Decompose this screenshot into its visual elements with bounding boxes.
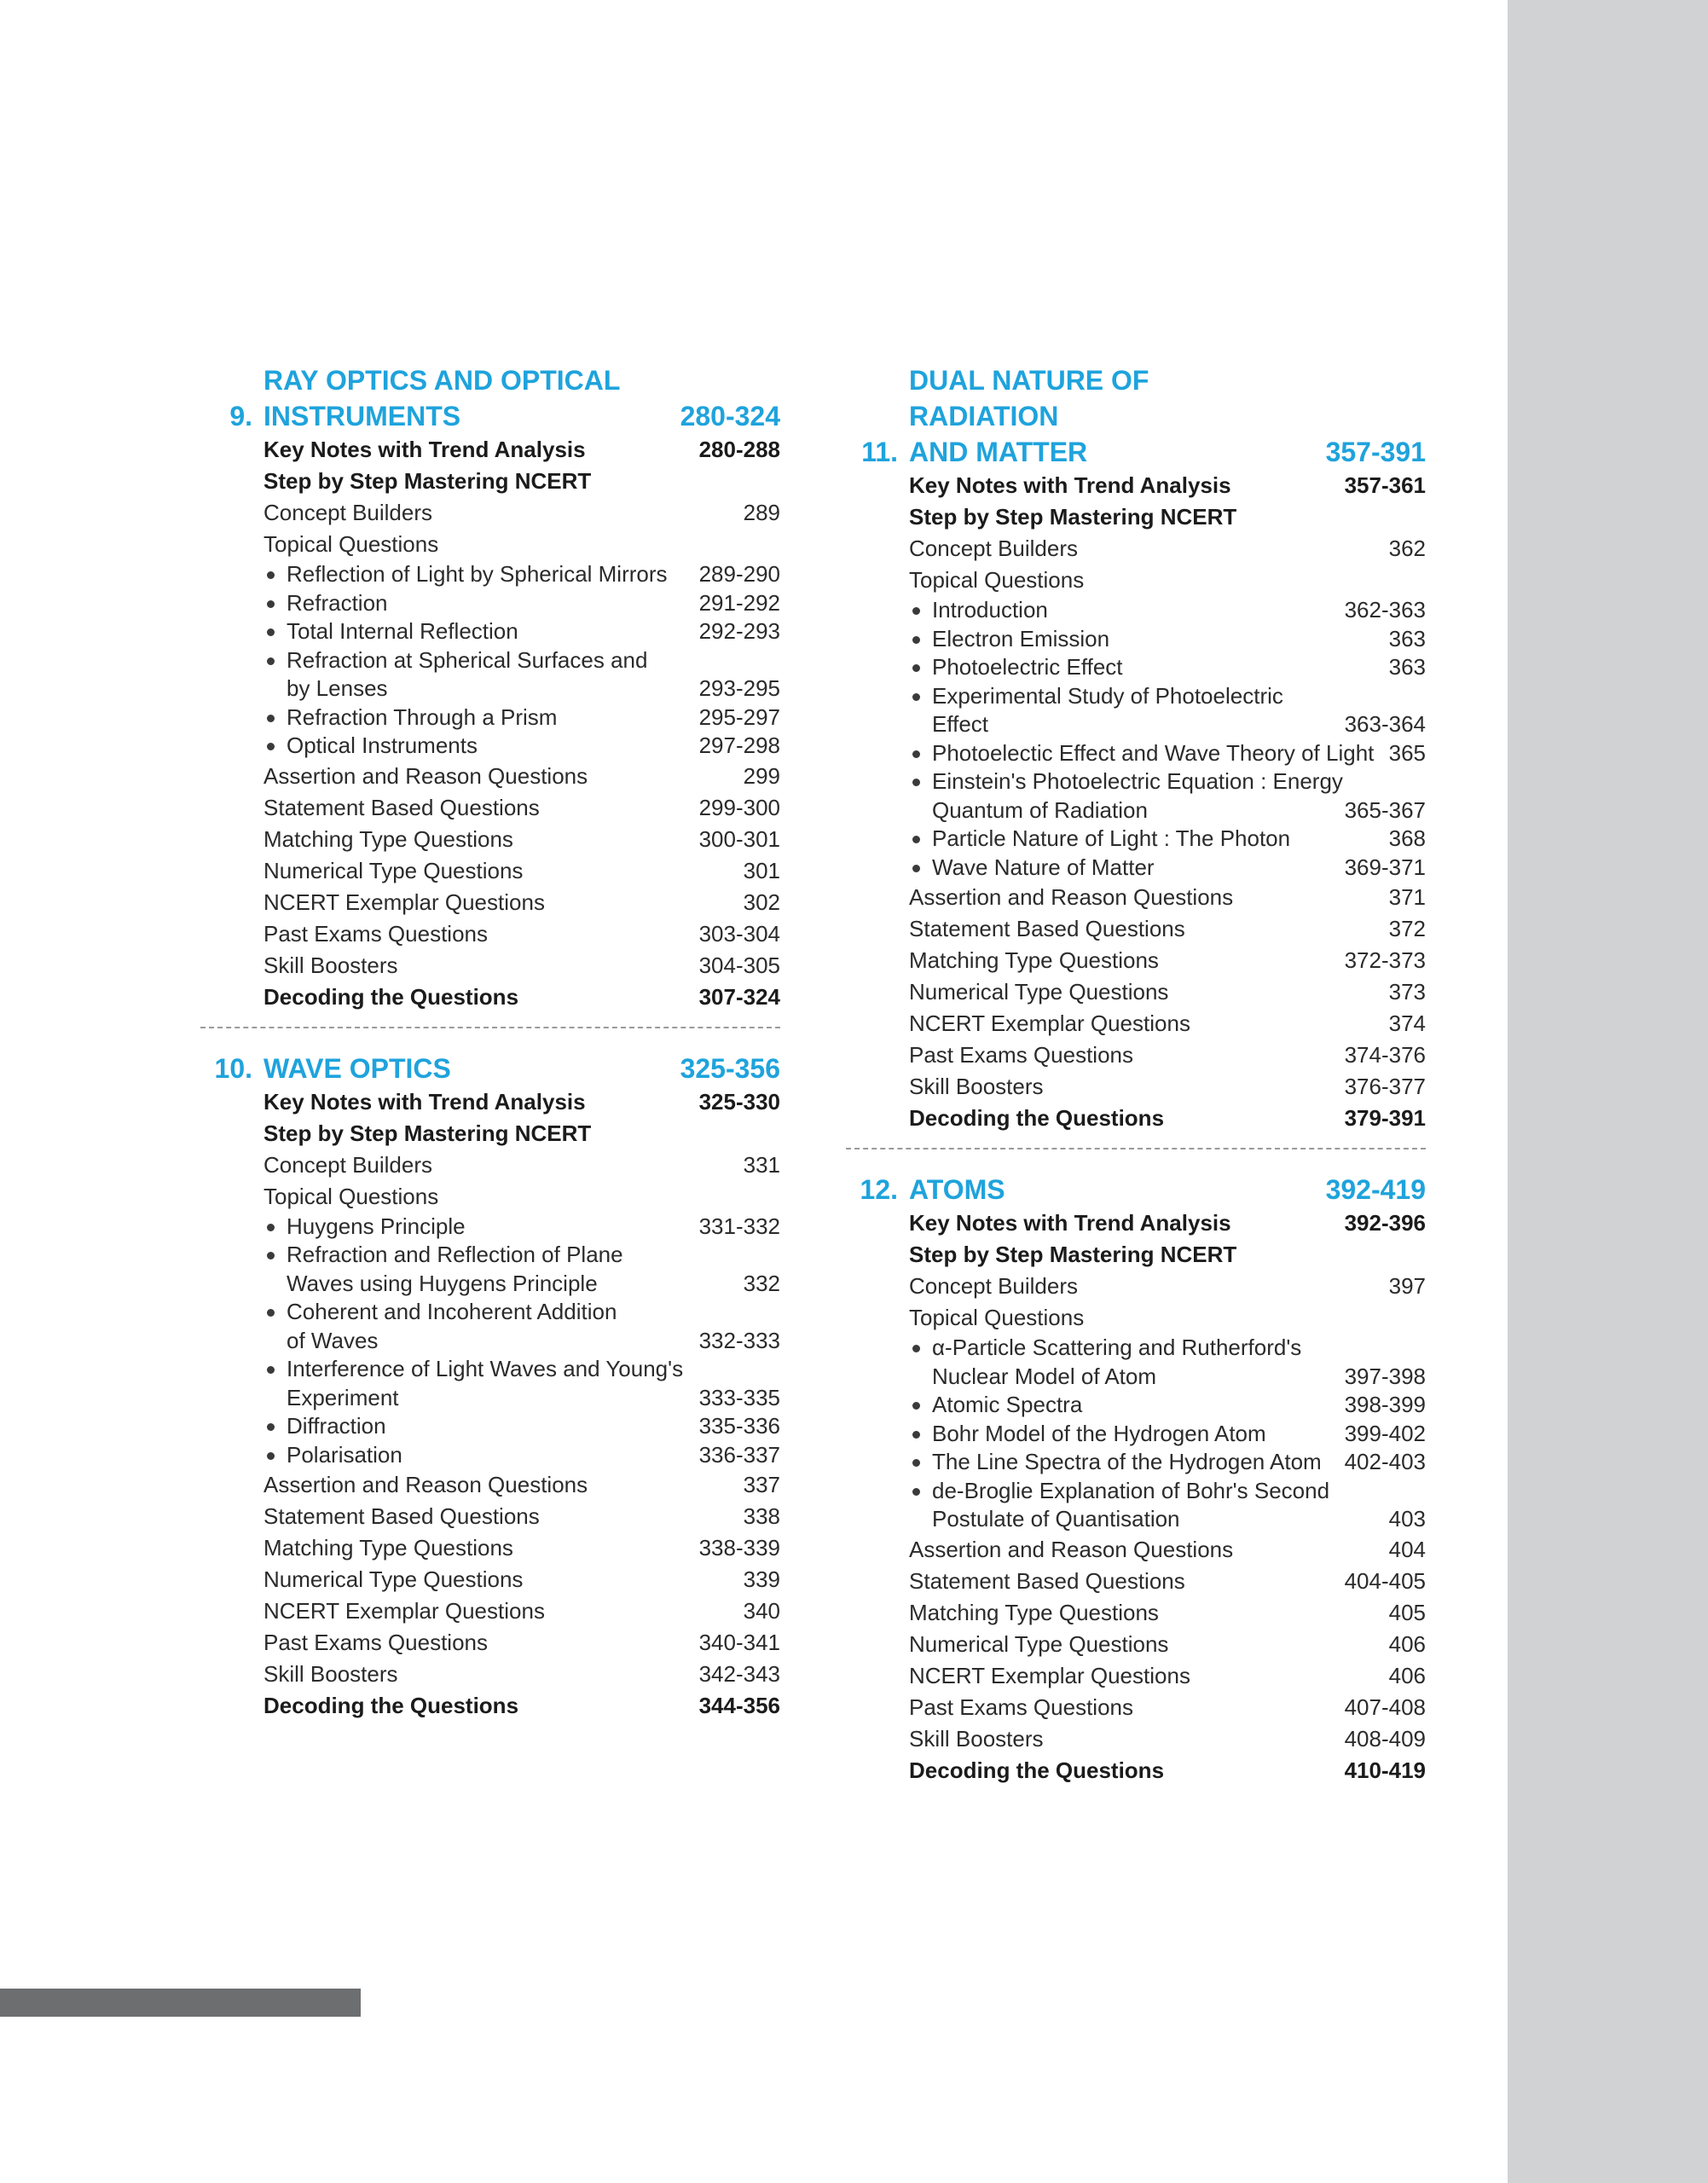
toc-topic-pages: 369-371 — [1344, 854, 1426, 880]
toc-topic-pages: 363 — [1388, 654, 1426, 680]
toc-topic-line: Experimental Study of Photoelectric — [932, 682, 1283, 709]
toc-entry-section[interactable] — [909, 1534, 1426, 1566]
toc-entry-section-pages: 304-305 — [698, 952, 780, 978]
chapter-divider — [846, 1148, 1426, 1149]
toc-entry-key-notes[interactable] — [909, 1207, 1426, 1239]
toc-entry-section[interactable] — [263, 1595, 780, 1627]
toc-topic-label — [263, 646, 699, 704]
toc-topic-pages: 403 — [1388, 1506, 1426, 1532]
toc-topic-item[interactable] — [909, 1420, 1426, 1449]
page-side-band — [1508, 0, 1708, 2183]
toc-entry-section-pages: 404-405 — [1344, 1567, 1426, 1594]
toc-entry-decoding-label: Decoding the Questions — [263, 983, 519, 1010]
toc-entry-key-notes-pages: 280-288 — [698, 437, 780, 462]
toc-topic-line: Interference of Light Waves and Young's — [287, 1356, 684, 1381]
toc-entry-key-notes-label: Key Notes with Trend Analysis — [263, 1088, 586, 1115]
chapter-heading[interactable] — [200, 362, 780, 434]
toc-topic-label — [263, 1241, 744, 1298]
toc-entry-key-notes-label: Key Notes with Trend Analysis — [263, 437, 586, 462]
toc-entry-section-label: Skill Boosters — [263, 1661, 398, 1687]
toc-entry-section[interactable] — [263, 792, 780, 824]
toc-entry-section-pages: 406 — [1388, 1662, 1426, 1688]
toc-topic-line: Huygens Principle — [287, 1213, 466, 1239]
toc-topic-label — [263, 1213, 699, 1242]
toc-topic-item[interactable] — [263, 1412, 780, 1441]
toc-topic-label — [263, 1355, 699, 1412]
toc-topic-line: Electron Emission — [932, 625, 1110, 651]
toc-entry-section-label: Numerical Type Questions — [263, 857, 524, 883]
toc-entry-section[interactable] — [909, 945, 1426, 976]
toc-topic-line: Optical Instruments — [287, 732, 478, 758]
toc-entry-step-by-step[interactable] — [909, 501, 1426, 533]
toc-topic-pages: 399-402 — [1344, 1420, 1426, 1446]
chapter-divider — [200, 1027, 780, 1028]
chapter-title — [909, 1172, 1298, 1207]
toc-entry-section-pages: 299 — [743, 762, 780, 789]
chapter-page-range: 280-324 — [680, 401, 780, 431]
toc-topic-line: Waves using Huygens Principle — [287, 1270, 598, 1296]
toc-entry-concept-builders-pages: 397 — [1388, 1273, 1426, 1299]
toc-topic-line: de-Broglie Explanation of Bohr's Second — [932, 1477, 1330, 1503]
toc-entry-section-label: Numerical Type Questions — [909, 979, 1169, 1005]
toc-entry-topical-questions[interactable] — [909, 565, 1426, 596]
toc-entry-decoding[interactable] — [909, 1755, 1426, 1786]
toc-entry-decoding-pages: 410-419 — [1344, 1757, 1426, 1783]
toc-entry-step-by-step-label: Step by Step Mastering NCERT — [263, 468, 592, 494]
toc-topic-line: by Lenses — [287, 675, 388, 701]
toc-topic-line: Quantum of Radiation — [932, 796, 1148, 823]
toc-entry-section[interactable] — [263, 1659, 780, 1690]
toc-topic-label — [263, 1298, 699, 1355]
toc-entry-concept-builders-label: Concept Builders — [909, 1273, 1078, 1299]
chapter-title — [263, 1051, 652, 1086]
toc-entry-topical-questions[interactable] — [909, 1302, 1426, 1334]
toc-entry-section-pages: 303-304 — [698, 920, 780, 947]
page-footer-bar — [0, 1989, 361, 2017]
toc-entry-decoding-pages: 379-391 — [1344, 1105, 1426, 1131]
toc-entry-section[interactable] — [909, 1629, 1426, 1660]
toc-topic-item[interactable] — [909, 854, 1426, 883]
toc-entry-section-label: Matching Type Questions — [263, 1535, 513, 1561]
chapter-entries — [263, 1086, 780, 1723]
chapter-page-range: 357-391 — [1325, 437, 1426, 467]
toc-entry-section-pages: 342-343 — [698, 1661, 780, 1687]
toc-entry-section-pages: 372 — [1388, 916, 1426, 941]
toc-topic-pages: 402-403 — [1344, 1449, 1426, 1474]
toc-topic-label — [263, 704, 699, 732]
toc-topic-pages: 292-293 — [698, 618, 780, 644]
chapter-title-line: ATOMS — [909, 1174, 1005, 1205]
chapter-number: 9. — [229, 401, 252, 431]
toc-entry-section[interactable] — [909, 1723, 1426, 1755]
toc-entry-section-label: Assertion and Reason Questions — [909, 1536, 1234, 1562]
toc-entry-section-label: NCERT Exemplar Questions — [909, 1662, 1190, 1688]
toc-topic-line: of Waves — [287, 1327, 379, 1353]
chapter-12 — [846, 1172, 1426, 1786]
toc-entry-section[interactable] — [263, 918, 780, 950]
toc-entry-section-label: Matching Type Questions — [909, 1599, 1159, 1625]
toc-entry-concept-builders-pages: 331 — [743, 1151, 780, 1178]
toc-topic-pages: 398-399 — [1344, 1392, 1426, 1417]
toc-topic-item[interactable] — [909, 1334, 1426, 1391]
toc-topic-label — [909, 1391, 1345, 1420]
toc-topic-pages: 363 — [1388, 625, 1426, 651]
toc-entry-section-label: Statement Based Questions — [909, 1567, 1185, 1594]
toc-entry-section-label: Skill Boosters — [263, 952, 398, 978]
toc-entry-key-notes[interactable] — [263, 1086, 780, 1118]
toc-topic-pages: 365 — [1388, 739, 1426, 766]
toc-entry-topical-questions[interactable] — [263, 1181, 780, 1213]
toc-topic-label — [909, 825, 1389, 854]
toc-entry-section[interactable] — [909, 1071, 1426, 1103]
toc-topic-pages: 331-332 — [698, 1213, 780, 1239]
toc-entry-section[interactable] — [909, 1566, 1426, 1597]
toc-entry-section-pages: 299-300 — [698, 794, 780, 820]
toc-topic-item[interactable] — [909, 1477, 1426, 1534]
toc-topic-line: Nuclear Model of Atom — [932, 1363, 1157, 1389]
toc-entry-section-label: Numerical Type Questions — [909, 1630, 1169, 1657]
toc-entry-section-label: Skill Boosters — [909, 1074, 1044, 1099]
toc-topic-item[interactable] — [263, 1298, 780, 1355]
toc-entry-section[interactable] — [263, 1627, 780, 1659]
toc-entry-section-label: Statement Based Questions — [909, 916, 1185, 941]
toc-entry-section[interactable] — [263, 761, 780, 792]
toc-entry-section[interactable] — [263, 950, 780, 981]
toc-entry-section-pages: 340 — [743, 1598, 780, 1624]
toc-topic-label — [909, 1334, 1345, 1391]
chapter-title-line: WAVE OPTICS — [263, 1052, 451, 1084]
toc-topic-item[interactable] — [909, 825, 1426, 854]
toc-entry-step-by-step[interactable] — [263, 1118, 780, 1149]
toc-topic-line: Total Internal Reflection — [287, 618, 518, 644]
toc-entry-key-notes[interactable] — [263, 434, 780, 466]
toc-entry-step-by-step[interactable] — [909, 1239, 1426, 1271]
toc-entry-section[interactable] — [263, 1564, 780, 1595]
chapter-title-line: DUAL NATURE OF RADIATION — [909, 365, 1149, 431]
toc-topic-item[interactable] — [263, 560, 780, 589]
toc-entry-decoding-pages: 344-356 — [698, 1693, 780, 1718]
toc-entry-concept-builders-label: Concept Builders — [909, 536, 1078, 561]
toc-entry-section-label: Past Exams Questions — [263, 1630, 488, 1655]
toc-entry-key-notes-pages: 325-330 — [698, 1088, 780, 1115]
toc-entry-section-label: Skill Boosters — [909, 1725, 1044, 1752]
chapter-entries — [909, 1207, 1426, 1786]
toc-topic-line: Effect — [932, 711, 989, 737]
toc-entry-section-pages: 302 — [743, 889, 780, 915]
toc-topic-label — [263, 1412, 699, 1441]
toc-entry-concept-builders-pages: 289 — [743, 500, 780, 525]
toc-entry-section-label: Past Exams Questions — [909, 1694, 1133, 1720]
toc-entry-concept-builders[interactable] — [909, 1271, 1426, 1302]
toc-topic-line: Diffraction — [287, 1413, 386, 1439]
toc-entry-section-pages: 338 — [743, 1503, 780, 1529]
chapter-page-range: 325-356 — [680, 1052, 780, 1084]
toc-entry-section-label: Matching Type Questions — [263, 825, 513, 852]
toc-topic-line: Postulate of Quantisation — [932, 1506, 1180, 1532]
toc-entry-section-pages: 404 — [1388, 1536, 1426, 1562]
chapter-title — [263, 362, 652, 434]
toc-topic-item[interactable] — [909, 682, 1426, 739]
toc-entry-step-by-step-label: Step by Step Mastering NCERT — [909, 1242, 1237, 1267]
chapter-9 — [200, 362, 780, 1013]
toc-entry-topical-questions-label: Topical Questions — [263, 531, 439, 557]
toc-entry-section-pages: 371 — [1388, 884, 1426, 910]
toc-topic-pages: 289-290 — [698, 561, 780, 587]
toc-topic-label — [263, 1441, 699, 1470]
toc-entry-section-label: Statement Based Questions — [263, 1503, 540, 1529]
toc-topic-line: Experiment — [287, 1384, 399, 1410]
toc-topic-item[interactable] — [263, 1213, 780, 1242]
toc-entry-section-pages: 372-373 — [1344, 947, 1426, 973]
toc-topic-label — [909, 1420, 1345, 1449]
toc-entry-section-pages: 374 — [1388, 1010, 1426, 1036]
toc-entry-section-pages: 405 — [1388, 1599, 1426, 1625]
toc-topic-pages: 335-336 — [698, 1413, 780, 1439]
toc-entry-section-label: Past Exams Questions — [263, 920, 488, 947]
toc-topic-line: Bohr Model of the Hydrogen Atom — [932, 1420, 1266, 1446]
toc-topic-line: Photoelectic Effect and Wave Theory of Light — [932, 739, 1375, 766]
toc-entry-section-pages: 337 — [743, 1472, 780, 1497]
toc-entry-section[interactable] — [909, 1597, 1426, 1629]
chapter-heading[interactable] — [200, 1051, 780, 1086]
toc-topic-label — [909, 682, 1345, 739]
toc-entry-concept-builders[interactable] — [909, 533, 1426, 565]
toc-topic-item[interactable] — [263, 1355, 780, 1412]
toc-entry-concept-builders[interactable] — [263, 1149, 780, 1181]
toc-topic-item[interactable] — [909, 739, 1426, 768]
toc-entry-section-pages: 408-409 — [1344, 1725, 1426, 1752]
toc-topic-pages: 363-364 — [1344, 711, 1426, 737]
toc-topic-line: Einstein's Photoelectric Equation : Energy — [932, 768, 1343, 794]
toc-entry-concept-builders-pages: 362 — [1388, 536, 1426, 561]
toc-topic-item[interactable] — [263, 732, 780, 761]
toc-topic-pages: 291-292 — [698, 589, 780, 616]
toc-topic-pages: 362-363 — [1344, 597, 1426, 622]
toc-entry-section[interactable] — [263, 855, 780, 887]
toc-topic-line: Introduction — [932, 597, 1048, 622]
toc-entry-section-pages: 407-408 — [1344, 1694, 1426, 1720]
toc-entry-decoding[interactable] — [263, 1690, 780, 1722]
toc-entry-section[interactable] — [263, 1501, 780, 1532]
toc-topic-pages: 333-335 — [698, 1384, 780, 1410]
toc-entry-decoding-pages: 307-324 — [698, 983, 780, 1010]
toc-entry-decoding-label: Decoding the Questions — [909, 1105, 1165, 1131]
toc-entry-section-pages: 373 — [1388, 979, 1426, 1005]
toc-topic-line: Refraction Through a Prism — [287, 704, 558, 730]
toc-topic-pages: 293-295 — [698, 675, 780, 701]
toc-topic-item[interactable] — [263, 617, 780, 646]
toc-entry-section-label: Past Exams Questions — [909, 1042, 1133, 1068]
toc-topic-line: Wave Nature of Matter — [932, 854, 1155, 880]
toc-topic-line: Refraction and Reflection of Plane — [287, 1242, 623, 1267]
toc-topic-line: Photoelectric Effect — [932, 654, 1123, 680]
toc-entry-key-notes-pages: 392-396 — [1344, 1210, 1426, 1236]
toc-topic-line: Refraction — [287, 589, 388, 616]
chapter-page-range: 392-419 — [1325, 1174, 1426, 1205]
toc-entry-section-pages: 339 — [743, 1566, 780, 1592]
toc-topic-label — [909, 1448, 1345, 1477]
toc-entry-section-label: Assertion and Reason Questions — [263, 762, 588, 789]
toc-entry-section-pages: 406 — [1388, 1630, 1426, 1657]
chapter-heading[interactable] — [846, 1172, 1426, 1207]
toc-topic-line: Refraction at Spherical Surfaces and — [287, 646, 648, 673]
toc-topic-label — [263, 732, 699, 761]
toc-entry-topical-questions-label: Topical Questions — [909, 567, 1085, 593]
toc-topic-pages: 332-333 — [698, 1327, 780, 1353]
toc-topic-pages: 336-337 — [698, 1441, 780, 1468]
toc-entry-section-label: Assertion and Reason Questions — [263, 1472, 588, 1497]
toc-topic-pages: 332 — [743, 1270, 780, 1296]
toc-topic-pages: 297-298 — [698, 732, 780, 758]
toc-entry-key-notes-label: Key Notes with Trend Analysis — [909, 472, 1231, 498]
toc-entry-concept-builders[interactable] — [263, 497, 780, 529]
toc-topic-label — [909, 653, 1389, 682]
chapter-title-line: INSTRUMENTS — [263, 401, 461, 431]
toc-entry-topical-questions-label: Topical Questions — [263, 1183, 439, 1209]
toc-entry-section[interactable] — [909, 1692, 1426, 1723]
toc-topic-item[interactable] — [909, 767, 1426, 825]
toc-entry-section-label: NCERT Exemplar Questions — [909, 1010, 1190, 1036]
toc-entry-key-notes-pages: 357-361 — [1344, 472, 1426, 498]
toc-topic-item[interactable] — [263, 1441, 780, 1470]
toc-topic-label — [909, 596, 1345, 625]
chapter-title-line: RAY OPTICS AND OPTICAL — [263, 365, 621, 396]
toc-topic-label — [909, 625, 1389, 654]
toc-entry-decoding[interactable] — [909, 1103, 1426, 1134]
chapter-number: 12. — [860, 1174, 898, 1205]
toc-topic-line: α-Particle Scattering and Rutherford's — [932, 1335, 1302, 1360]
toc-entry-section[interactable] — [909, 1008, 1426, 1039]
toc-topic-pages: 368 — [1388, 825, 1426, 851]
toc-topic-item[interactable] — [909, 625, 1426, 654]
toc-topic-label — [263, 617, 699, 646]
toc-entry-decoding-label: Decoding the Questions — [909, 1757, 1165, 1783]
toc-topic-item[interactable] — [263, 704, 780, 732]
chapter-10 — [200, 1051, 780, 1723]
toc-topic-pages: 365-367 — [1344, 796, 1426, 823]
toc-entry-topical-questions-label: Topical Questions — [909, 1305, 1085, 1330]
toc-topic-pages: 295-297 — [698, 704, 780, 730]
toc-entry-section[interactable] — [263, 824, 780, 855]
toc-topic-line: Polarisation — [287, 1441, 402, 1468]
toc-topic-line: The Line Spectra of the Hydrogen Atom — [932, 1449, 1322, 1474]
toc-entry-section-pages: 300-301 — [698, 825, 780, 852]
toc-column-right — [846, 362, 1426, 1786]
toc-entry-key-notes-label: Key Notes with Trend Analysis — [909, 1210, 1231, 1236]
toc-topic-line: Atomic Spectra — [932, 1392, 1083, 1417]
toc-entry-decoding[interactable] — [263, 981, 780, 1013]
toc-entry-step-by-step[interactable] — [263, 466, 780, 497]
chapter-title-line: AND MATTER — [909, 437, 1088, 467]
toc-entry-section-pages: 340-341 — [698, 1630, 780, 1655]
toc-topic-item[interactable] — [909, 596, 1426, 625]
toc-entry-section-pages: 376-377 — [1344, 1074, 1426, 1099]
chapter-11 — [846, 362, 1426, 1134]
toc-entry-key-notes[interactable] — [909, 470, 1426, 501]
toc-topic-line: Coherent and Incoherent Addition — [287, 1299, 617, 1324]
toc-topic-label — [909, 854, 1345, 883]
toc-entry-section[interactable] — [263, 1469, 780, 1501]
toc-entry-section[interactable] — [909, 882, 1426, 913]
toc-entry-section-pages: 338-339 — [698, 1535, 780, 1561]
toc-topic-label — [263, 589, 699, 618]
toc-entry-section-label: NCERT Exemplar Questions — [263, 889, 545, 915]
toc-entry-section[interactable] — [909, 913, 1426, 945]
toc-topic-item[interactable] — [263, 589, 780, 618]
toc-entry-section-pages: 374-376 — [1344, 1042, 1426, 1068]
toc-entry-decoding-label: Decoding the Questions — [263, 1693, 519, 1718]
chapter-title — [909, 362, 1298, 470]
toc-entry-section-label: Statement Based Questions — [263, 794, 540, 820]
toc-entry-section-label: Numerical Type Questions — [263, 1566, 524, 1592]
toc-column-left — [200, 362, 780, 1722]
toc-entry-step-by-step-label: Step by Step Mastering NCERT — [263, 1120, 592, 1146]
toc-entry-section[interactable] — [263, 887, 780, 918]
toc-entry-section-label: NCERT Exemplar Questions — [263, 1598, 545, 1624]
toc-entry-section[interactable] — [909, 1660, 1426, 1692]
toc-entry-section-pages: 301 — [743, 857, 780, 883]
chapter-entries — [909, 470, 1426, 1134]
toc-topic-line: Reflection of Light by Spherical Mirrors — [287, 561, 668, 587]
toc-entry-section-label: Assertion and Reason Questions — [909, 884, 1234, 910]
chapter-number: 11. — [861, 437, 898, 467]
toc-topic-item[interactable] — [263, 646, 780, 704]
chapter-heading[interactable] — [846, 362, 1426, 470]
toc-entry-section-label: Matching Type Questions — [909, 947, 1159, 973]
toc-entry-topical-questions[interactable] — [263, 529, 780, 560]
toc-entry-concept-builders-label: Concept Builders — [263, 1151, 432, 1178]
toc-topic-label — [909, 1477, 1389, 1534]
toc-topic-label — [909, 767, 1345, 825]
chapter-entries — [263, 434, 780, 1013]
toc-topic-line: Particle Nature of Light : The Photon — [932, 825, 1291, 851]
toc-entry-step-by-step-label: Step by Step Mastering NCERT — [909, 504, 1237, 530]
toc-topic-item[interactable] — [909, 1391, 1426, 1420]
toc-topic-item[interactable] — [909, 653, 1426, 682]
toc-topic-label — [909, 739, 1389, 768]
toc-topic-item[interactable] — [909, 1448, 1426, 1477]
toc-topic-pages: 397-398 — [1344, 1363, 1426, 1389]
chapter-number: 10. — [214, 1052, 252, 1084]
toc-entry-section[interactable] — [909, 976, 1426, 1008]
toc-entry-section[interactable] — [263, 1532, 780, 1564]
toc-topic-item[interactable] — [263, 1241, 780, 1298]
toc-entry-concept-builders-label: Concept Builders — [263, 500, 432, 525]
toc-entry-section[interactable] — [909, 1039, 1426, 1071]
toc-topic-label — [263, 560, 699, 589]
